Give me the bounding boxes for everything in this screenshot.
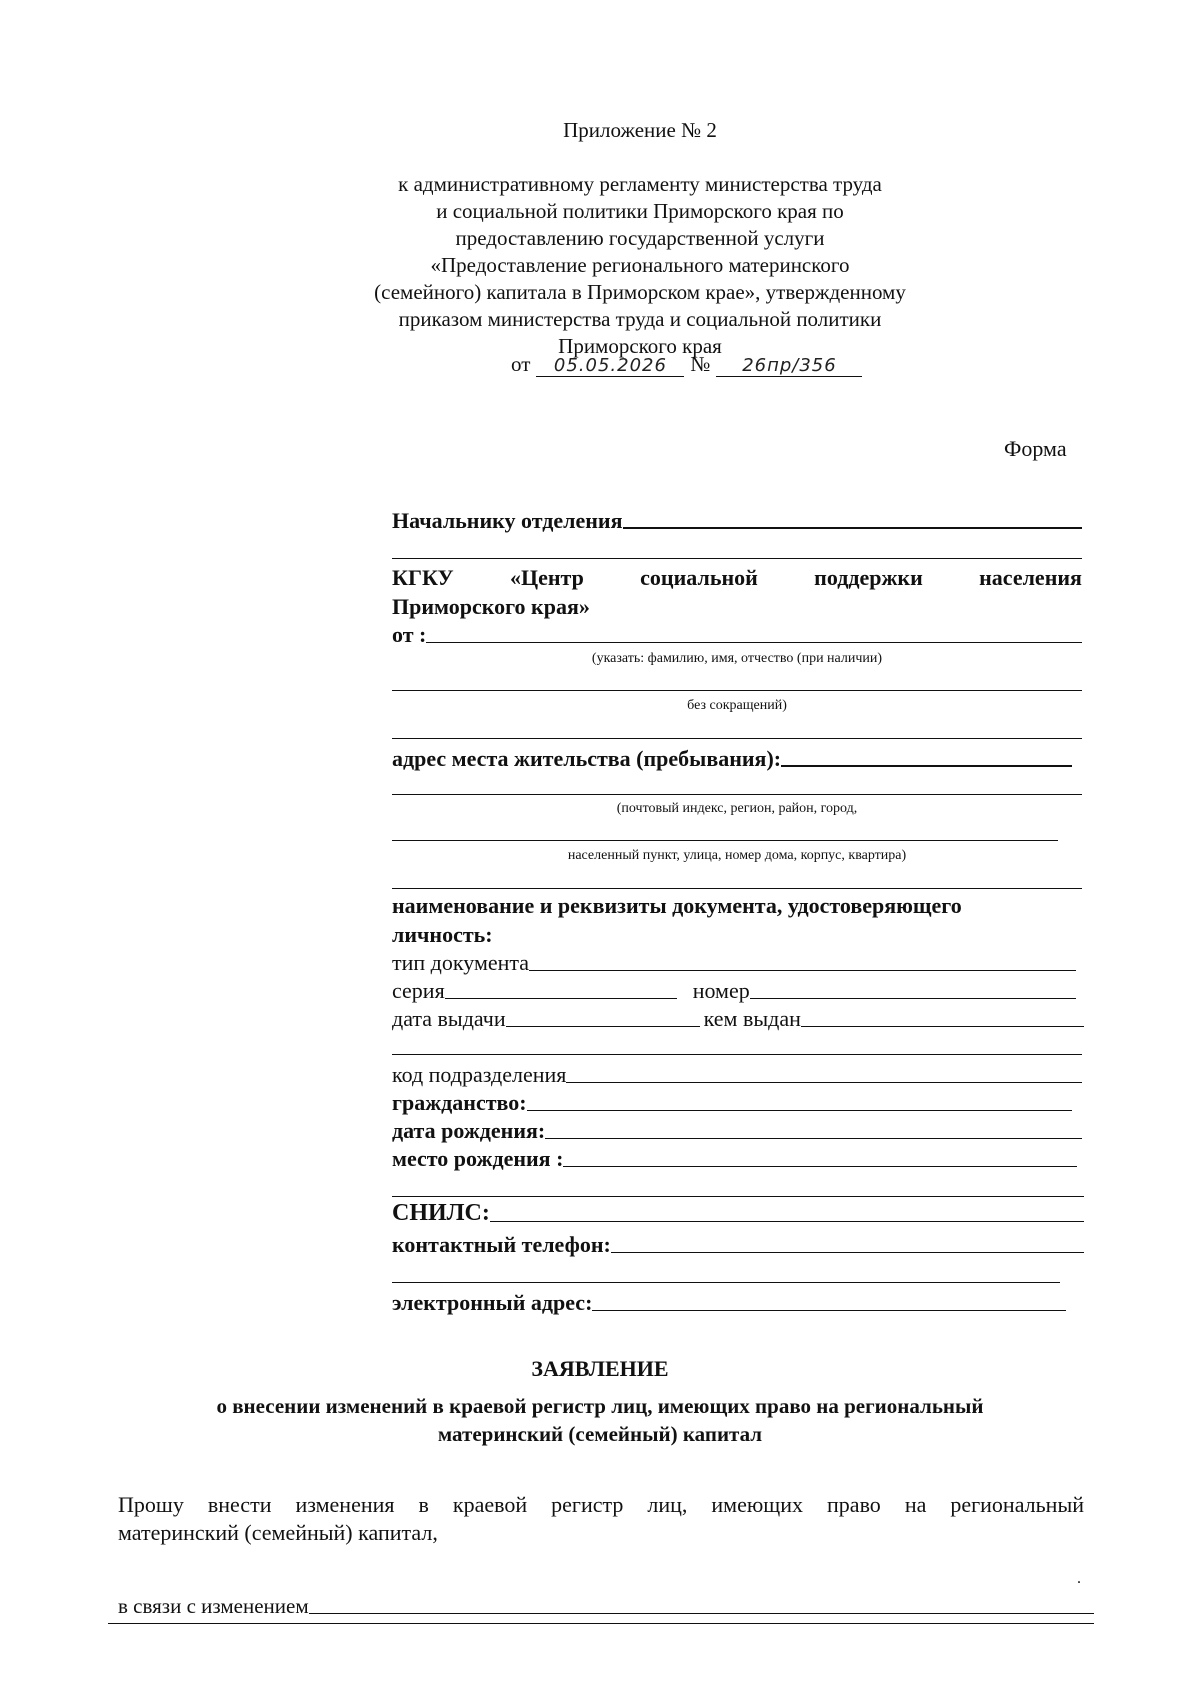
- blank-line: [392, 1054, 1082, 1055]
- address-row: [392, 746, 1072, 772]
- hint-fio-1: (указать: фамилию, имя, отчество (при наличии): [591, 651, 883, 666]
- org-word: населения: [979, 565, 1082, 590]
- appendix-line: предоставлению государственной услуги: [455, 226, 825, 250]
- snils-line: [490, 1220, 1084, 1222]
- doc-label-1: наименование и реквизиты документа, удостоверяющего: [392, 893, 962, 918]
- citizenship-label: гражданство:: [392, 1090, 527, 1115]
- dept-code-line: [566, 1081, 1082, 1083]
- order-number: 26пр/356: [716, 355, 862, 377]
- addressee-to-row: [392, 508, 1082, 534]
- number-line: [750, 997, 1076, 999]
- blank-line: [392, 738, 1082, 739]
- email-line: [592, 1309, 1066, 1311]
- org-line-2: Приморского края»: [392, 594, 590, 619]
- snils-row: [392, 1200, 1084, 1227]
- blank-line: [392, 558, 1082, 559]
- birth-place-line: [563, 1165, 1077, 1167]
- statement-body-line-1: Прошу внести изменения в краевой регистр лиц, имеющих право на региональный: [118, 1492, 1084, 1517]
- issue-date-label: дата выдачи: [392, 1006, 506, 1031]
- addressee-to-label: Начальнику отделения: [392, 508, 623, 533]
- dept-code-label: код подразделения: [392, 1062, 567, 1087]
- org-word: КГКУ: [392, 565, 454, 590]
- reason-line: [309, 1612, 1094, 1614]
- series-label: серия: [392, 978, 445, 1003]
- birth-place-row: [392, 1146, 1077, 1172]
- hint-addr-2: населенный пункт, улица, номер дома, корпус, квартира): [567, 848, 907, 863]
- order-date: 05.05.2026: [536, 355, 684, 377]
- reason-underline: [108, 1623, 1094, 1624]
- statement-title: ЗАЯВЛЕНИЕ: [531, 1356, 669, 1381]
- blank-line: [392, 840, 1058, 841]
- hint-fio-2: без сокращений): [687, 698, 787, 713]
- issued-by-line: [801, 1025, 1084, 1027]
- form-label: Форма: [1004, 436, 1067, 461]
- issued-by-label: кем выдан: [703, 1006, 801, 1031]
- blank-line: [392, 1282, 1060, 1283]
- birth-date-line: [545, 1137, 1082, 1139]
- phone-row: [392, 1232, 1084, 1258]
- appendix-line: «Предоставление регионального материнского: [430, 253, 850, 277]
- doc-type-line: [529, 969, 1076, 971]
- birth-place-label: место рождения :: [392, 1146, 564, 1171]
- org-word: поддержки: [814, 565, 923, 590]
- from-line: [426, 641, 1082, 643]
- doc-type-row: [392, 950, 1076, 976]
- phone-line: [611, 1251, 1084, 1253]
- statement-subtitle-1: о внесении изменений в краевой регистр лиц, имеющих право на региональный: [216, 1394, 984, 1418]
- doc-type-label: тип документа: [392, 950, 530, 975]
- reason-row: [108, 1594, 1094, 1619]
- org-word: «Центр: [509, 565, 584, 590]
- appendix-line: к административному регламенту министерства труда: [398, 172, 882, 196]
- issue-row: [392, 1006, 1084, 1032]
- appendix-line: Приморского края: [558, 334, 722, 358]
- appendix-line: приказом министерства труда и социальной политики: [398, 307, 882, 331]
- issue-date-line: [506, 1025, 700, 1027]
- org-line-1: [392, 565, 1082, 591]
- reason-label: в связи с изменением: [118, 1594, 309, 1618]
- birth-date-label: дата рождения:: [392, 1118, 546, 1143]
- addressee-to-line: [623, 526, 1082, 529]
- from-row: [392, 622, 1082, 648]
- email-row: [392, 1290, 1066, 1316]
- address-line: [781, 764, 1072, 767]
- blank-line: [392, 794, 1082, 795]
- email-label: электронный адрес:: [392, 1290, 593, 1315]
- number-label: номер: [692, 978, 750, 1003]
- appendix-line: (семейного) капитала в Приморском крае», утвержденному: [374, 280, 906, 304]
- blank-line: [392, 1196, 1084, 1197]
- doc-label-2: личность:: [392, 922, 493, 947]
- citizenship-line: [527, 1109, 1072, 1111]
- order-date-number: [511, 352, 862, 377]
- series-line: [445, 997, 677, 999]
- appendix-title: Приложение № 2: [563, 118, 717, 142]
- series-number-row: [392, 978, 1076, 1004]
- appendix-line: и социальной политики Приморского края по: [436, 199, 844, 223]
- from-label: от :: [392, 622, 427, 647]
- phone-label: контактный телефон:: [392, 1232, 611, 1257]
- stray-dot: .: [1077, 1570, 1081, 1587]
- date-prefix: от: [511, 352, 531, 376]
- birth-date-row: [392, 1118, 1082, 1144]
- address-label: адрес места жительства (пребывания):: [392, 746, 782, 771]
- snils-label: СНИЛС:: [392, 1200, 490, 1226]
- blank-line: [392, 690, 1082, 691]
- statement-subtitle-2: материнский (семейный) капитал: [437, 1422, 763, 1446]
- blank-line: [392, 888, 1082, 889]
- number-prefix: №: [690, 352, 711, 376]
- appendix-text: [330, 171, 950, 360]
- statement-body-line-2: материнский (семейный) капитал,: [118, 1520, 438, 1545]
- dept-code-row: [392, 1062, 1082, 1088]
- citizenship-row: [392, 1090, 1072, 1116]
- hint-addr-1: (почтовый индекс, регион, район, город,: [616, 801, 858, 816]
- org-word: социальной: [640, 565, 758, 590]
